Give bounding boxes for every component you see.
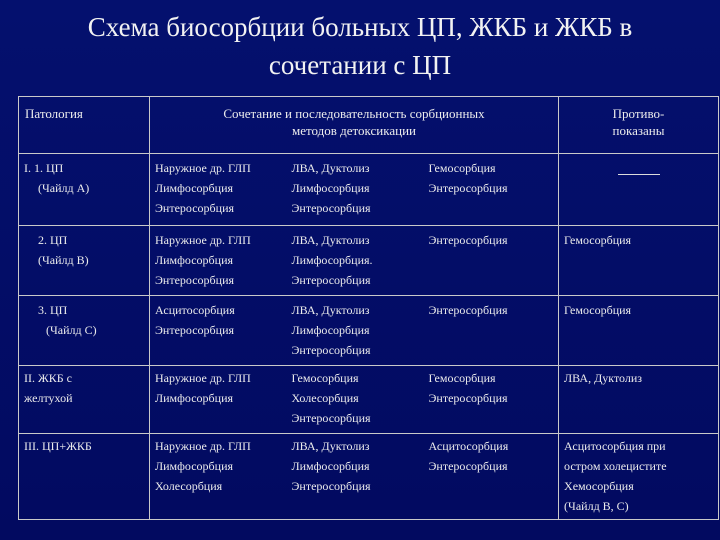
contra-item: (Чайлд В, С) <box>564 499 629 513</box>
pathology-cell <box>19 226 150 296</box>
method-item: Энтеросорбция <box>155 273 235 287</box>
pathology-line: желтухой <box>24 391 73 405</box>
pathology-cell <box>19 154 150 226</box>
method-item: Энтеросорбция <box>291 201 371 215</box>
header-contraindicated <box>559 97 719 154</box>
slide-title <box>20 8 700 84</box>
method-cell-3 <box>424 366 559 434</box>
method-item: Энтеросорбция <box>428 181 508 195</box>
contra-item: ЛВА, Дуктолиз <box>564 371 643 385</box>
method-cell-2 <box>287 434 424 520</box>
method-item: Лимфосорбция <box>155 181 234 195</box>
contra-cell <box>559 296 719 366</box>
pathology-cell <box>19 366 150 434</box>
contra-item: Асцитосорбция при <box>564 439 666 453</box>
method-cell-1 <box>150 296 287 366</box>
method-item: ЛВА, Дуктолиз <box>291 161 370 175</box>
header-pathology: Патология <box>19 97 150 154</box>
method-cell-3 <box>424 296 559 366</box>
table-row <box>19 296 719 366</box>
table-row <box>19 226 719 296</box>
method-item: Энтеросорбция <box>428 391 508 405</box>
method-item: Лимфосорбция <box>291 459 370 473</box>
method-item: ЛВА, Дуктолиз <box>291 233 370 247</box>
contra-item: Хемосорбция <box>564 479 634 493</box>
contra-cell <box>559 434 719 520</box>
method-item: Лимфосорбция. <box>291 253 373 267</box>
contra-cell <box>559 226 719 296</box>
method-item: Асцитосорбция <box>155 303 235 317</box>
header-contra-line-1: Противо- <box>612 106 665 121</box>
method-item: Лимфосорбция <box>155 253 234 267</box>
method-item: Энтеросорбция <box>291 273 371 287</box>
pathology-line: (Чайлд А) <box>38 181 90 195</box>
empty-dash <box>564 158 713 181</box>
contra-item: Гемосорбция <box>564 303 632 317</box>
method-item: Наружное др. ГЛП <box>155 233 251 247</box>
header-methods-line-1: Сочетание и последовательность сорбционных <box>223 106 485 121</box>
method-item: Холесорбция <box>155 479 223 493</box>
method-item: Лимфосорбция <box>291 181 370 195</box>
method-item: Энтеросорбция <box>291 479 371 493</box>
method-item: Энтеросорбция <box>428 459 508 473</box>
method-cell-3 <box>424 434 559 520</box>
header-row <box>19 97 719 154</box>
table-row <box>19 154 719 226</box>
pathology-cell <box>19 296 150 366</box>
header-methods-line-2: методов детоксикации <box>292 123 417 138</box>
pathology-line: I. 1. ЦП <box>24 161 64 175</box>
table-row <box>19 434 719 520</box>
method-item: ЛВА, Дуктолиз <box>291 303 370 317</box>
method-item: Наружное др. ГЛП <box>155 439 251 453</box>
title-line-2: сочетании с ЦП <box>268 50 452 80</box>
pathology-line: (Чайлд С) <box>46 323 97 337</box>
title-line-1: Схема биосорбции больных ЦП, ЖКБ и ЖКБ в <box>87 12 633 42</box>
pathology-line: (Чайлд В) <box>38 253 89 267</box>
header-methods <box>150 97 559 154</box>
method-item: Энтеросорбция <box>155 201 235 215</box>
contra-item: остром холецистите <box>564 459 667 473</box>
pathology-cell <box>19 434 150 520</box>
pathology-line: 2. ЦП <box>38 233 68 247</box>
method-item: Асцитосорбция <box>428 439 509 453</box>
method-item: Энтеросорбция <box>291 411 371 425</box>
pathology-line: III. ЦП+ЖКБ <box>24 439 92 453</box>
method-item: Лимфосорбция <box>291 323 370 337</box>
method-item: Наружное др. ГЛП <box>155 371 251 385</box>
method-item: Гемосорбция <box>428 161 496 175</box>
method-item: Гемосорбция <box>428 371 496 385</box>
method-cell-2 <box>287 296 424 366</box>
method-cell-3 <box>424 226 559 296</box>
method-cell-3 <box>424 154 559 226</box>
contra-cell <box>559 154 719 226</box>
method-cell-2 <box>287 366 424 434</box>
header-contra-line-2: показаны <box>612 123 665 138</box>
method-cell-1 <box>150 434 287 520</box>
method-item: Лимфосорбция <box>155 459 234 473</box>
contra-item: Гемосорбция <box>564 233 632 247</box>
method-item: Гемосорбция <box>291 371 359 385</box>
method-item: Лимфосорбция <box>155 391 234 405</box>
contra-cell <box>559 366 719 434</box>
method-cell-1 <box>150 154 287 226</box>
method-item: Энтеросорбция <box>428 303 508 317</box>
pathology-line: 3. ЦП <box>38 303 68 317</box>
biosorption-table <box>18 96 719 520</box>
method-item: Наружное др. ГЛП <box>155 161 251 175</box>
method-item: Энтеросорбция <box>155 323 235 337</box>
method-cell-2 <box>287 154 424 226</box>
table-row <box>19 366 719 434</box>
method-item: Энтеросорбция <box>291 343 371 357</box>
method-item: ЛВА, Дуктолиз <box>291 439 370 453</box>
method-item: Энтеросорбция <box>428 233 508 247</box>
method-item: Холесорбция <box>291 391 359 405</box>
method-cell-2 <box>287 226 424 296</box>
method-cell-1 <box>150 226 287 296</box>
pathology-line: II. ЖКБ с <box>24 371 72 385</box>
method-cell-1 <box>150 366 287 434</box>
